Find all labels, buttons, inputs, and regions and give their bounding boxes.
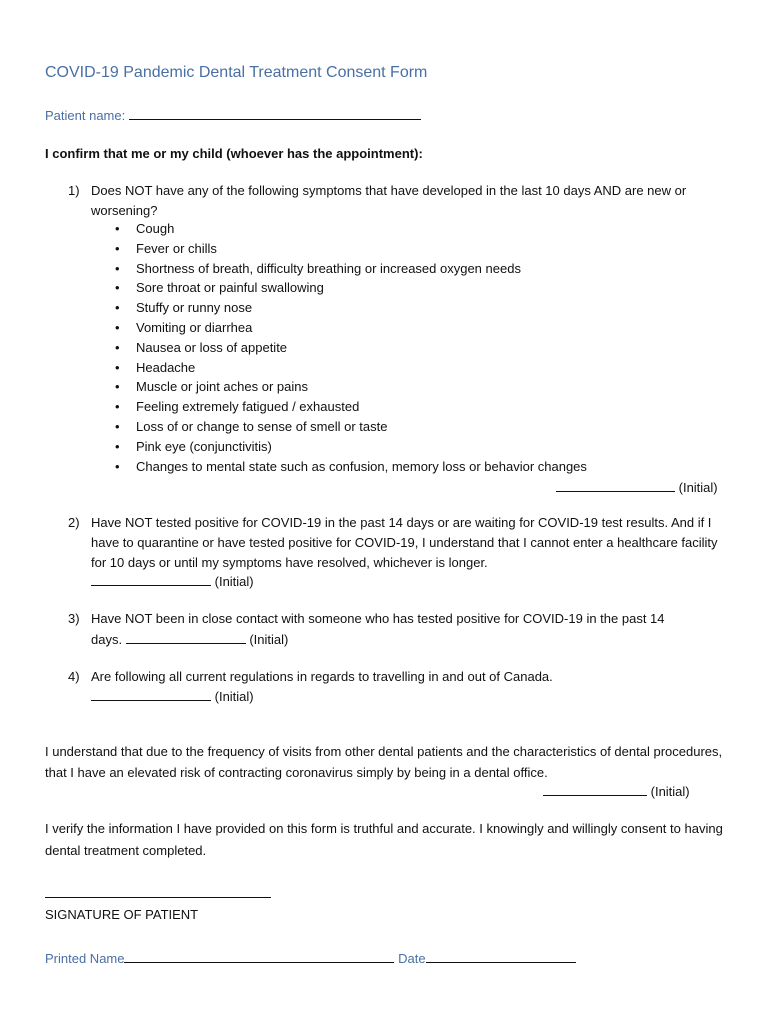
item-2-number: 2): [68, 515, 80, 530]
item-2-initial: [91, 571, 254, 589]
symptom-item: • Feeling extremely fatigued / exhausted: [115, 397, 587, 417]
item-4-number: 4): [68, 669, 80, 684]
date-field[interactable]: [426, 948, 576, 963]
item-3-number: 3): [68, 611, 80, 626]
symptom-item: • Shortness of breath, difficulty breathing or increased oxygen needs: [115, 259, 587, 279]
patient-name-label: Patient name:: [45, 108, 126, 123]
item-4-initial-field[interactable]: [91, 686, 211, 701]
symptom-item: • Stuffy or runny nose: [115, 298, 587, 318]
item-3-text-line2: days.: [91, 632, 123, 647]
initial-label: (Initial): [678, 480, 718, 495]
initial-label: (Initial): [214, 689, 254, 704]
initial-label: (Initial): [214, 574, 254, 589]
symptom-item: • Loss of or change to sense of smell or taste: [115, 417, 587, 437]
symptom-item: • Changes to mental state such as confusion, memory loss or behavior changes: [115, 457, 587, 477]
symptom-item: • Fever or chills: [115, 239, 587, 259]
risk-initial: [543, 781, 690, 799]
item-3-text-line1: Have NOT been in close contact with someone who has tested positive for COVID-19 in the past 14: [91, 611, 665, 626]
initial-label: (Initial): [650, 784, 690, 799]
item-2-initial-field[interactable]: [91, 571, 211, 586]
symptom-item: • Nausea or loss of appetite: [115, 338, 587, 358]
printed-name-date-row: [45, 948, 576, 969]
form-title: COVID-19 Pandemic Dental Treatment Consent Form: [45, 64, 428, 81]
signature-line[interactable]: [45, 897, 271, 898]
symptom-item: • Muscle or joint aches or pains: [115, 377, 587, 397]
signature-label: SIGNATURE OF PATIENT: [45, 907, 199, 922]
printed-name-field[interactable]: [124, 948, 394, 963]
item-3-text-line2-row: [91, 629, 288, 650]
item-1-text: Does NOT have any of the following symptoms that have developed in the last 10 days AND are new or worsening?: [91, 183, 687, 218]
item-1-initial-field[interactable]: [556, 477, 675, 492]
verify-paragraph: I verify the information I have provided on this form is truthful and accurate. I knowingly and willingly consent to having dental treatment completed.: [45, 821, 723, 858]
item-1-initial: [556, 477, 718, 495]
symptom-item: • Vomiting or diarrhea: [115, 318, 587, 338]
confirm-heading: I confirm that me or my child (whoever has the appointment):: [45, 146, 423, 161]
printed-name-label: Printed Name: [45, 951, 125, 966]
symptom-item: • Cough: [115, 219, 587, 239]
item-3-initial-field[interactable]: [126, 629, 246, 644]
date-label: Date: [398, 951, 426, 966]
patient-name-row: [45, 105, 421, 126]
symptom-item: • Headache: [115, 358, 587, 378]
symptom-list: [115, 219, 587, 476]
risk-initial-field[interactable]: [543, 781, 647, 796]
symptom-item: • Sore throat or painful swallowing: [115, 278, 587, 298]
initial-label: (Initial): [249, 632, 289, 647]
patient-name-field[interactable]: [129, 105, 421, 120]
item-2-text: Have NOT tested positive for COVID-19 in the past 14 days or are waiting for COVID-19 test results. And if I have to quarantine or have tested positive for COVID-19, I understand that I cannot enter a healthcare facility for 10 days or until my symptoms have resolved, whichever is longer.: [91, 515, 718, 570]
risk-paragraph: I understand that due to the frequency of visits from other dental patients and the characteristics of dental procedures, that I have an elevated risk of contracting coronavirus simply by being in a dental office.: [45, 744, 723, 780]
item-4-initial: [91, 686, 254, 704]
item-4-text: Are following all current regulations in regards to travelling in and out of Canada.: [91, 669, 553, 684]
item-1-number: 1): [68, 183, 80, 198]
symptom-item: • Pink eye (conjunctivitis): [115, 437, 587, 457]
